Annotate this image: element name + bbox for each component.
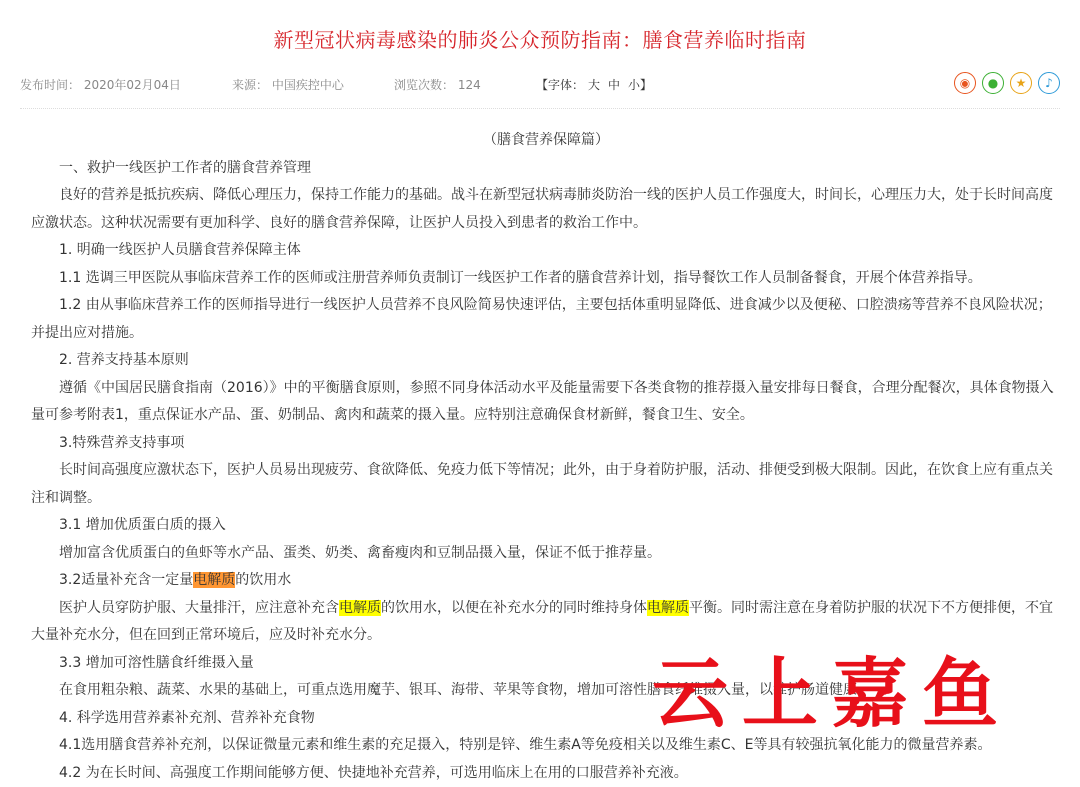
paragraph-text: 的饮用水，以便在补充水分的同时维持身体 <box>381 600 647 616</box>
bell-icon[interactable]: ♪ <box>1038 72 1060 94</box>
paragraph: 增加富含优质蛋白的鱼虾等水产品、蛋类、奶类、禽畜瘦肉和豆制品摄入量，保证不低于推荐量。 <box>31 540 1061 568</box>
paragraph: 1. 明确一线医护人员膳食营养保障主体 <box>31 237 1061 265</box>
publish-date: 发布时间： 2020年02月04日 <box>20 74 181 96</box>
paragraph <box>31 595 1061 650</box>
font-size-label: 【字体： <box>536 78 584 92</box>
source: 来源： 中国疾控中心 <box>232 74 344 96</box>
paragraph: 3.1 增加优质蛋白质的摄入 <box>31 512 1061 540</box>
paragraph: 4.1选用膳食营养补充剂，以保证微量元素和维生素的充足摄入，特别是锌、维生素A等免疫相关以及维生素C、E等具有较强抗氧化能力的微量营养素。 <box>31 732 1061 760</box>
paragraph: 一、救护一线医护工作者的膳食营养管理 <box>31 155 1061 183</box>
highlight-term: 电解质 <box>193 572 235 588</box>
wechat-icon[interactable]: ● <box>982 72 1004 94</box>
font-large-button[interactable]: 大 <box>588 78 600 92</box>
paragraph <box>31 567 1061 595</box>
star-icon[interactable]: ★ <box>1010 72 1032 94</box>
paragraph: 遵循《中国居民膳食指南（2016）》中的平衡膳食原则，参照不同身体活动水平及能量需要下各类食物的推荐摄入量安排每日餐食，合理分配餐次，具体食物摄入量可参考附表1，重点保证水产品、蛋、奶制品、禽肉和蔬菜的摄入量。应特别注意确保食材新鲜，餐食卫生、安全。 <box>31 375 1061 430</box>
paragraph: 长时间高强度应激状态下，医护人员易出现疲劳、食欲降低、免疫力低下等情况；此外，由于身着防护服，活动、排便受到极大限制。因此，在饮食上应有重点关注和调整。 <box>31 457 1061 512</box>
paragraph: 1.2 由从事临床营养工作的医师指导进行一线医护人员营养不良风险简易快速评估，主要包括体重明显降低、进食减少以及便秘、口腔溃疡等营养不良风险状况；并提出应对措施。 <box>31 292 1061 347</box>
article-body <box>31 127 1061 787</box>
font-small-button[interactable]: 小】 <box>628 78 652 92</box>
article-title: 新型冠状病毒感染的肺炎公众预防指南：膳食营养临时指南 <box>0 24 1080 56</box>
paragraph: 3.3 增加可溶性膳食纤维摄入量 <box>31 650 1061 678</box>
paragraph-text: 的饮用水 <box>235 572 291 588</box>
share-buttons <box>954 72 1060 94</box>
view-count: 浏览次数： 124 <box>394 74 481 96</box>
font-medium-button[interactable]: 中 <box>608 78 620 92</box>
paragraph: 良好的营养是抵抗疾病、降低心理压力，保持工作能力的基础。战斗在新型冠状病毒肺炎防治一线的医护人员工作强度大，时间长，心理压力大，处于长时间高度应激状态。这种状况需要有更加科学、良好的膳食营养保障，让医护人员投入到患者的救治工作中。 <box>31 182 1061 237</box>
paragraph-text: 医护人员穿防护服、大量排汗，应注意补充含 <box>59 600 339 616</box>
paragraph: 4. 科学选用营养素补充剂、营养补充食物 <box>31 705 1061 733</box>
highlight-term: 电解质 <box>339 600 381 616</box>
paragraph: 在食用粗杂粮、蔬菜、水果的基础上，可重点选用魔芋、银耳、海带、苹果等食物，增加可溶性膳食纤维摄入量，以维护肠道健康。 <box>31 677 1061 705</box>
paragraph-text: 平衡。同时需注意在身着防护服的状况下不方便排便，不宜大量补充水分，但在回到正常环境后，应及时补充水分。 <box>31 600 1053 644</box>
article-meta <box>20 74 1060 96</box>
paragraph: 3.特殊营养支持事项 <box>31 430 1061 458</box>
font-size-control <box>536 74 656 96</box>
watermark: 云上嘉鱼 <box>652 652 1042 736</box>
paragraph-text: 3.2适量补充含一定量 <box>59 572 193 588</box>
paragraph: 1.1 选调三甲医院从事临床营养工作的医师或注册营养师负责制订一线医护工作者的膳食营养计划，指导餐饮工作人员制备餐食，开展个体营养指导。 <box>31 265 1061 293</box>
paragraph: 4.2 为在长时间、高强度工作期间能够方便、快捷地补充营养，可选用临床上在用的口服营养补充液。 <box>31 760 1061 787</box>
article-subtitle: （膳食营养保障篇） <box>31 127 1061 155</box>
weibo-icon[interactable]: ◉ <box>954 72 976 94</box>
highlight-term: 电解质 <box>647 600 689 616</box>
divider <box>20 108 1060 109</box>
paragraph: 2. 营养支持基本原则 <box>31 347 1061 375</box>
